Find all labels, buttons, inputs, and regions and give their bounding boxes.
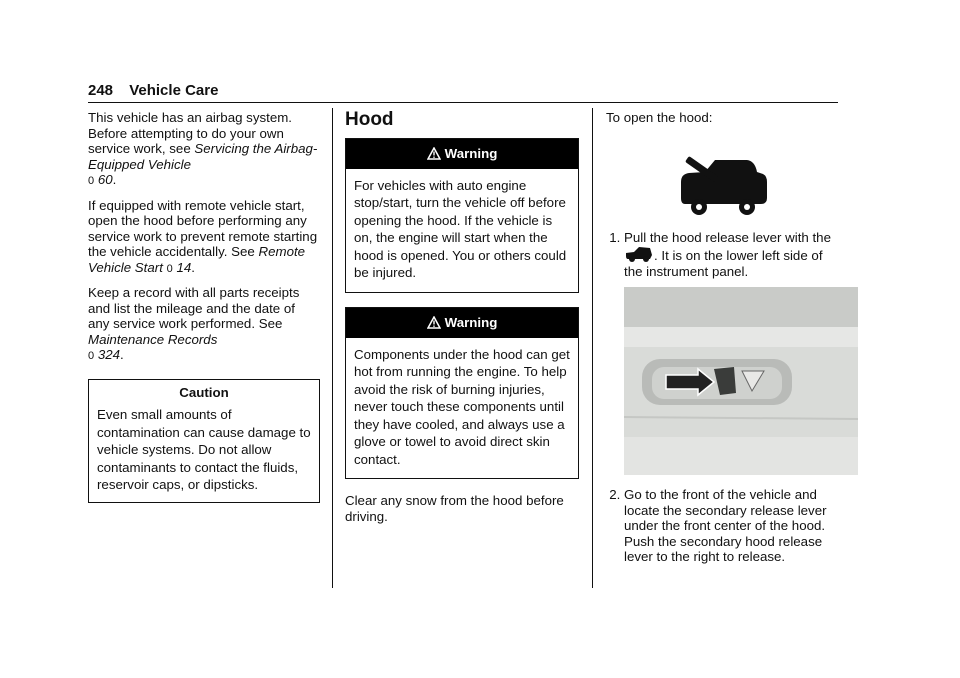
airbag-reference-link[interactable]: Servicing the Airbag-Equipped Vehicle [88, 141, 318, 172]
section-title: Vehicle Care [129, 82, 219, 99]
hood-release-lever-photo [624, 287, 858, 475]
warning-label: Warning [444, 145, 498, 161]
hood-heading: Hood [345, 109, 394, 130]
column-3 [606, 110, 840, 577]
remote-start-reference-link[interactable]: Remote Vehicle Start [88, 244, 306, 275]
hood-release-icon [624, 245, 654, 263]
warning-triangle-icon [427, 316, 441, 329]
warning-label: Warning [444, 314, 498, 330]
page-number: 248 [88, 82, 114, 99]
caution-box [88, 379, 320, 503]
page-header [88, 82, 218, 99]
page-ref-icon: 0 [88, 350, 95, 362]
hood-steps [606, 230, 840, 565]
column-1 [88, 110, 320, 503]
warning-body: For vehicles with auto engine stop/start, turn the vehicle off before opening the hood. If the vehicle is on, the engine will start when the hood is opened. You or others could be injured. [354, 177, 567, 280]
page-ref-icon: 0 [88, 175, 95, 187]
airbag-paragraph: This vehicle has an airbag system. Before attempting to do your own service work, see Servicing the Airbag-Equipped Vehicle 0 60. [88, 110, 318, 187]
open-hood-intro: To open the hood: [606, 110, 713, 125]
maintenance-page-number[interactable]: 324 [97, 347, 121, 362]
records-paragraph: Keep a record with all parts receipts and list the mileage and the date of any service work performed. See Maintenance Records 0 324. [88, 285, 300, 362]
warning-box-2 [345, 307, 579, 480]
page-ref-icon: 0 [166, 262, 173, 275]
remote-start-paragraph: If equipped with remote vehicle start, open the hood before performing any service work to prevent remote starting the vehicle accidentally. See Remote Vehicle Start 0 14. [88, 197, 318, 275]
column-2 [345, 110, 579, 532]
step-1: 1. Pull the hood release lever with the . It is on the lower left side of the instrument panel. [624, 230, 840, 476]
column-divider-1 [332, 108, 333, 588]
hood-open-icon [675, 152, 771, 216]
airbag-page-number[interactable]: 60 [97, 172, 113, 187]
remote-start-page-number[interactable]: 14 [176, 259, 192, 275]
warning-bar [346, 139, 578, 169]
column-divider-2 [592, 108, 593, 588]
caution-title: Caution [179, 384, 229, 400]
caution-body: Even small amounts of contamination can cause damage to vehicle systems. Do not allow contaminants to contact the fluids, reservoir caps, or dipsticks. [97, 407, 311, 492]
warning-box-1 [345, 138, 579, 293]
warning-triangle-icon [427, 147, 441, 160]
step-2: 2. Go to the front of the vehicle and locate the secondary release lever under the front center of the hood. Push the secondary hood release lever to the right to release. [624, 487, 840, 565]
snow-note: Clear any snow from the hood before driving. [345, 493, 564, 524]
header-rule [88, 102, 838, 103]
warning-bar [346, 308, 578, 338]
warning-body: Components under the hood can get hot from running the engine. To help avoid the risk of burning injuries, never touch these components until they have cooled, and always use a glove or towel to avoid direct skin contact. [354, 346, 570, 467]
maintenance-records-link[interactable]: Maintenance Records [88, 331, 218, 347]
